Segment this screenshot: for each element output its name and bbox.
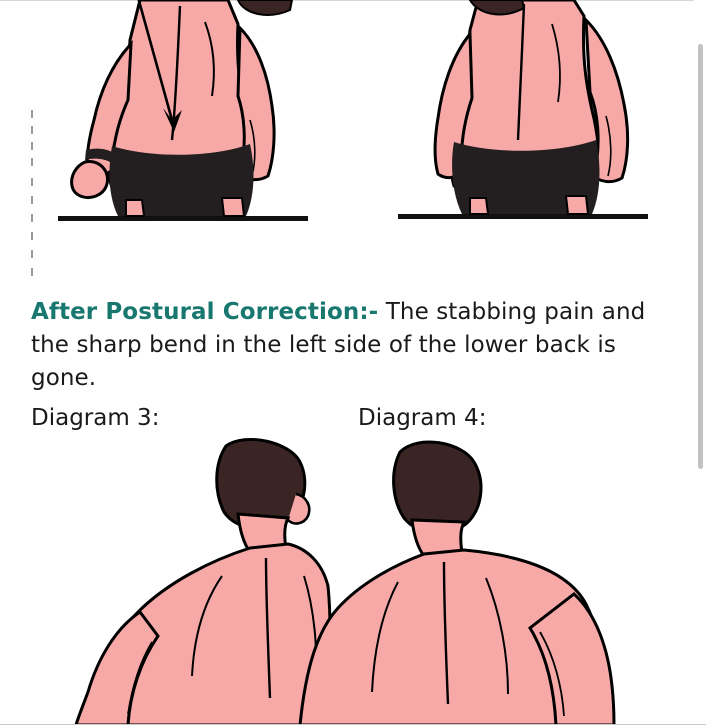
- illustration-top-band: [0, 0, 706, 288]
- illustration-bottom-band: [0, 436, 706, 725]
- diagram-captions: [31, 402, 686, 436]
- paragraph-body: The stabbing pain and the sharp bend in the left side of the lower back is gone.: [31, 299, 646, 391]
- figure-right: [435, 0, 628, 214]
- body-text-block: [31, 296, 686, 395]
- caption-diagram-3: Diagram 3:: [31, 405, 160, 431]
- scrollbar-track[interactable]: [694, 0, 706, 725]
- figure-left: [72, 0, 292, 216]
- margin-dotted-marks: [31, 0, 35, 290]
- paragraph-lead-label: After Postural Correction:-: [31, 299, 379, 325]
- paragraph-after-postural-correction: [31, 296, 686, 395]
- figure-bottom-left: [76, 439, 330, 725]
- figure-bottom-right: [300, 442, 614, 725]
- scrollbar-thumb[interactable]: [698, 44, 703, 469]
- caption-diagram-4: Diagram 4:: [358, 405, 487, 431]
